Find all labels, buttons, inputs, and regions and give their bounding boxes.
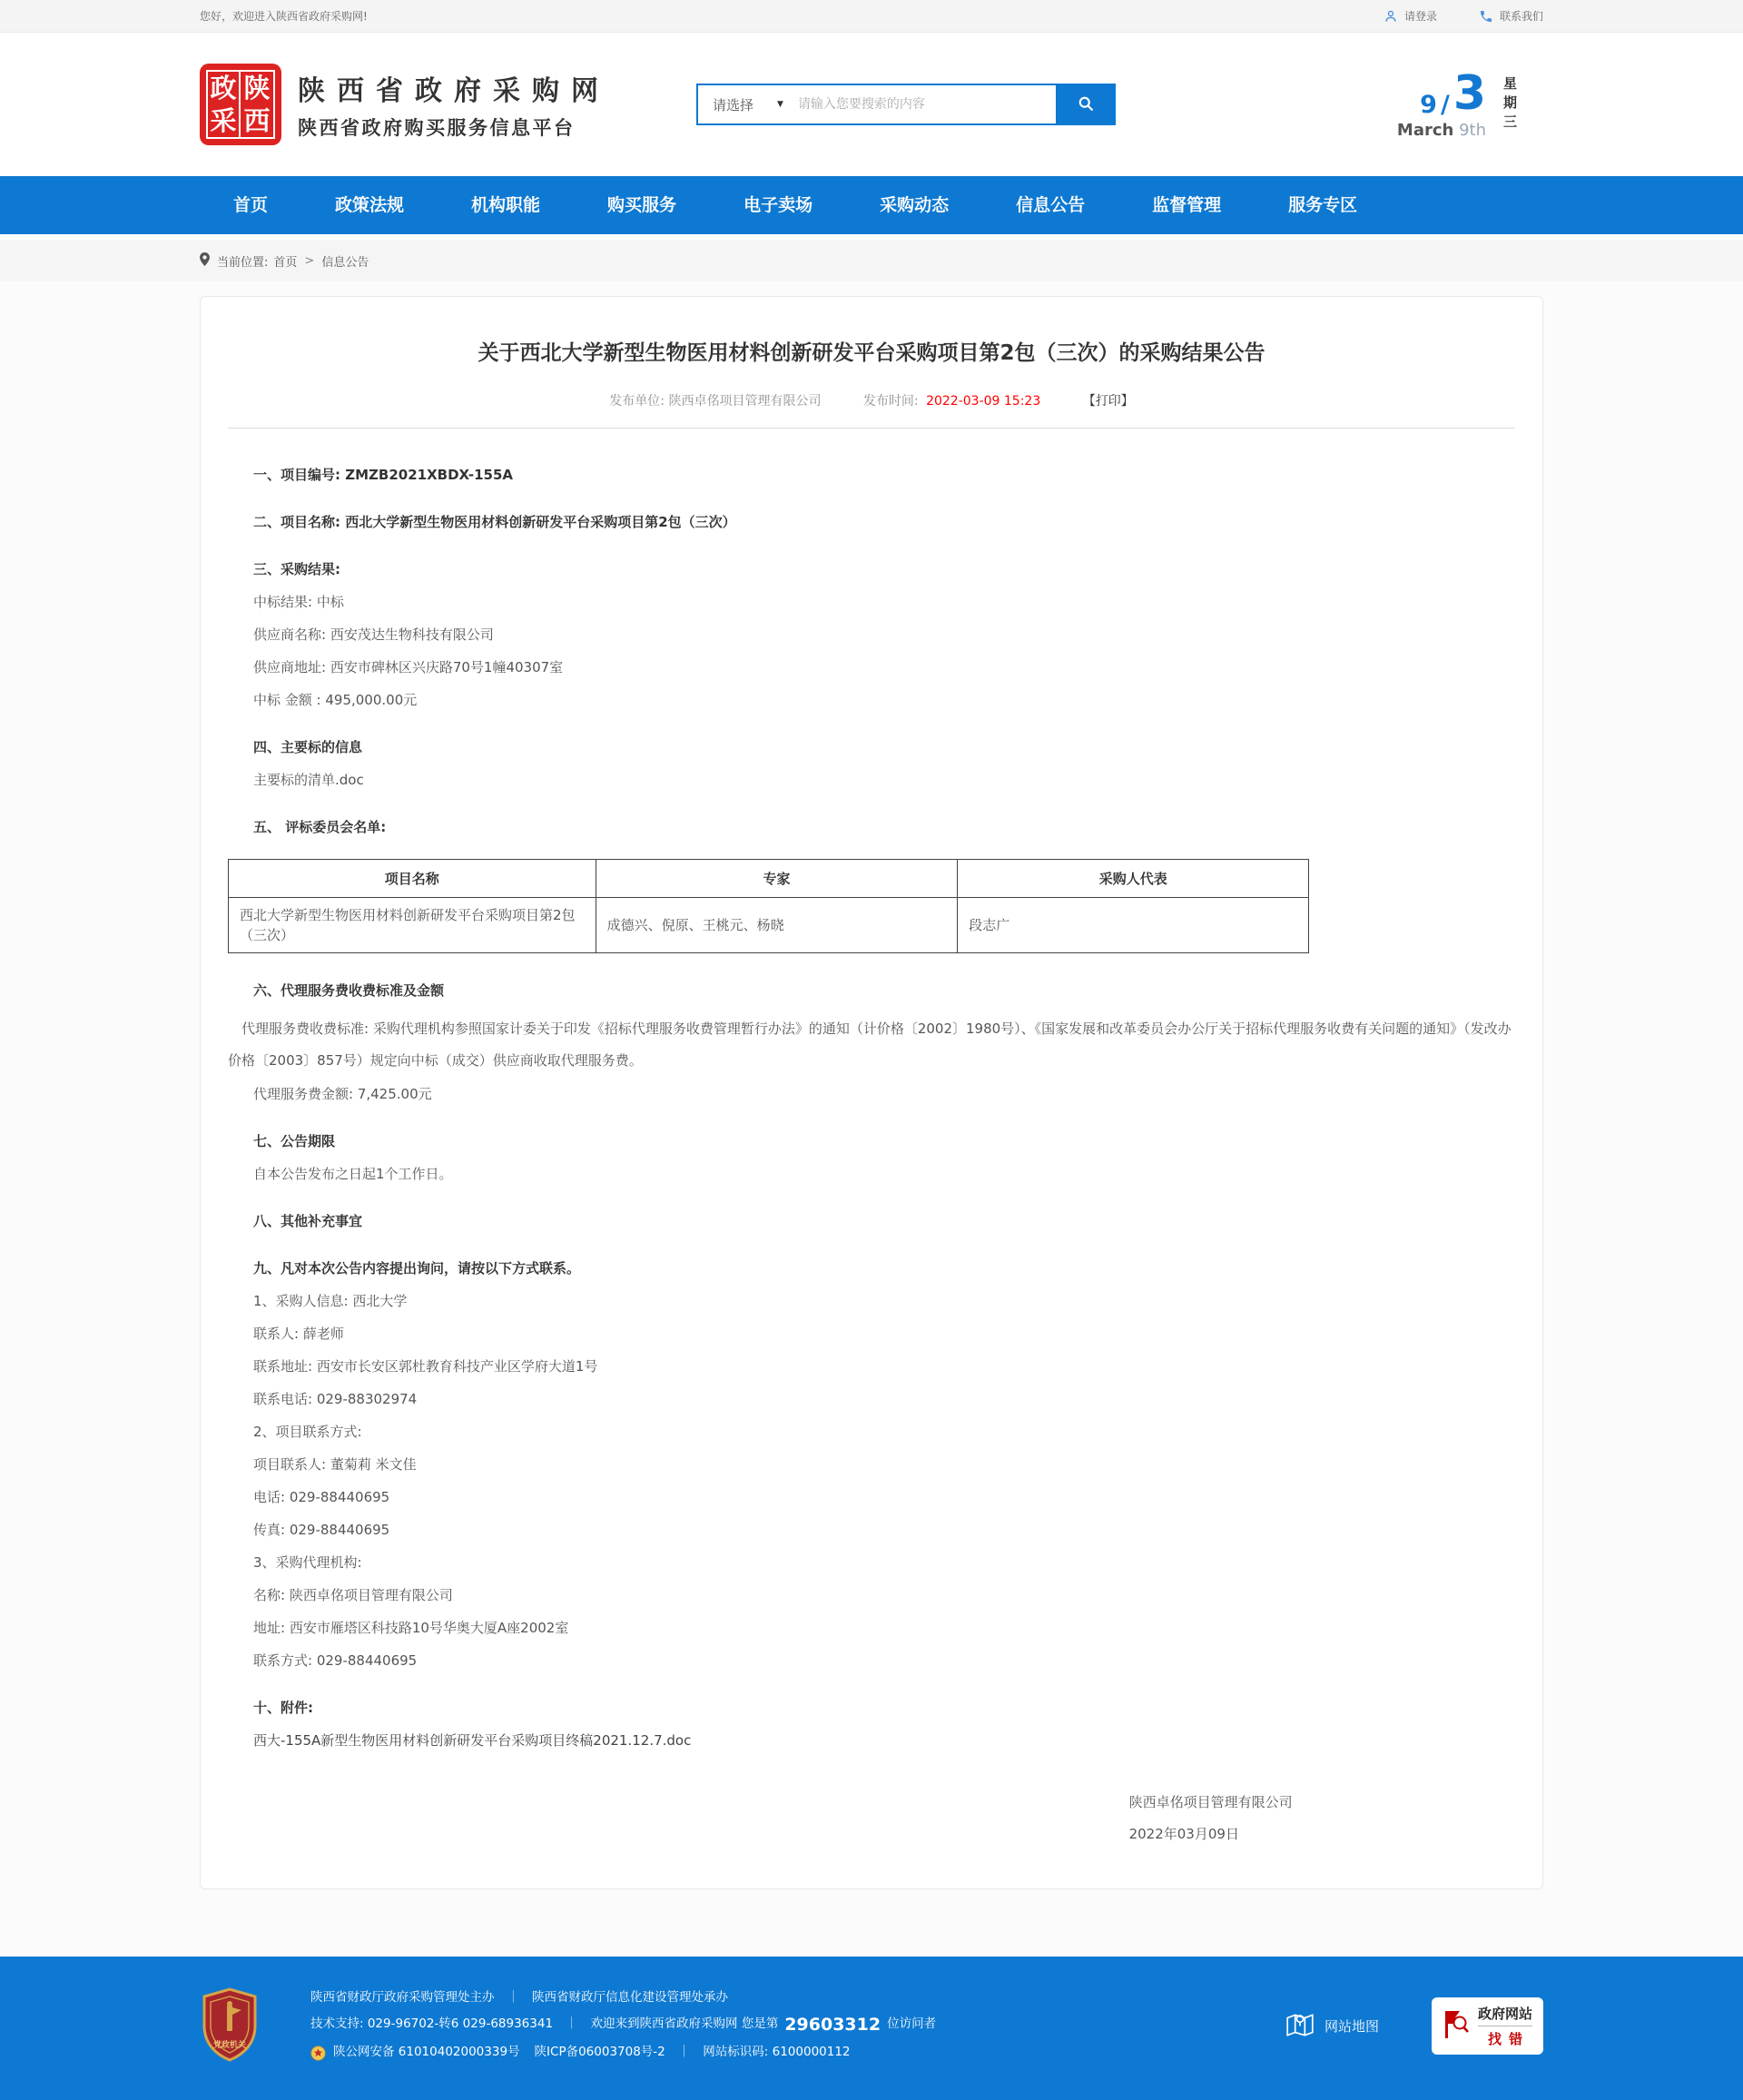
nav-item xyxy=(1255,176,1391,234)
nav-item xyxy=(200,176,301,234)
body-line: 自本公告发布之日起1个工作日。 xyxy=(253,1166,453,1183)
welcome-text: 您好，欢迎进入陕西省政府采购网! xyxy=(200,10,368,23)
body-line: 联系地址: 西安市长安区郭杜教育科技产业区学府大道1号 xyxy=(253,1358,598,1375)
divider xyxy=(228,428,1515,429)
map-icon xyxy=(1285,2009,1315,2044)
site-code-text: 网站标识码: 6100000112 xyxy=(703,2045,851,2060)
error-badge-bottom: 找错 xyxy=(1487,2031,1530,2048)
signature-date: 2022年03月09日 xyxy=(1128,1826,1239,1843)
visitor-text-suffix: 位访问者 xyxy=(887,2016,937,2032)
beian-link[interactable]: 陕公网安备 61010402000339号 xyxy=(333,2045,520,2060)
gov-emblem-icon xyxy=(200,1987,260,2065)
breadcrumb-label: 当前位置: xyxy=(217,255,269,270)
contact-label: 联系我们 xyxy=(1499,10,1543,23)
breadcrumb-separator: > xyxy=(304,253,315,268)
calendar-date-en: March 9th xyxy=(1396,120,1486,140)
site-header xyxy=(0,33,1743,176)
nav-link[interactable]: 首页 xyxy=(233,195,269,215)
search-button[interactable] xyxy=(1056,84,1116,125)
footer xyxy=(0,1957,1743,2100)
body-line: 联系人: 薛老师 xyxy=(253,1326,344,1343)
visitor-count: 29603312 xyxy=(784,2014,881,2035)
footer-org-line xyxy=(310,1992,936,2005)
publish-time: 2022-03-09 15:23 xyxy=(926,394,1041,409)
body-line: 电话: 029-88440695 xyxy=(253,1489,390,1506)
find-error-icon xyxy=(1443,2009,1470,2044)
section-heading: 六、代理服务费收费标准及金额 xyxy=(253,982,445,1000)
breadcrumb-home-link[interactable]: 首页 xyxy=(273,255,298,270)
nav-item xyxy=(846,176,982,234)
body-line: 中标结果: 中标 xyxy=(253,594,344,611)
table-cell: 西北大学新型生物医用材料创新研发平台采购项目第2包（三次） xyxy=(229,898,596,953)
table-cell: 段志广 xyxy=(958,898,1309,953)
announcement-card xyxy=(200,296,1543,1889)
icp-link[interactable]: 陕ICP备06003708号-2 xyxy=(534,2045,665,2060)
nav-link[interactable]: 采购动态 xyxy=(880,195,950,215)
nav-link[interactable]: 信息公告 xyxy=(1016,195,1086,215)
table-cell: 成德兴、倪原、王桃元、杨晓 xyxy=(596,898,958,953)
phone-icon xyxy=(1479,9,1493,24)
body-line: 主要标的清单.doc xyxy=(253,772,364,789)
article-body xyxy=(228,465,1515,1750)
tech-support-text: 技术支持: 029-96702-转6 029-68936341 xyxy=(310,2016,554,2032)
section-heading: 三、采购结果: xyxy=(253,561,340,578)
section-heading: 四、主要标的信息 xyxy=(253,739,363,756)
table-header-cell: 专家 xyxy=(596,860,958,898)
signature-block xyxy=(1129,1792,1310,1844)
visitor-text-prefix: 欢迎来到陕西省政府采购网 您是第 xyxy=(590,2016,779,2032)
search-category-label: 请选择 xyxy=(713,96,754,113)
attachment-line xyxy=(228,1730,1515,1750)
contact-link[interactable] xyxy=(1479,8,1543,24)
section-heading: 九、凡对本次公告内容提出询问，请按以下方式联系。 xyxy=(253,1260,581,1277)
police-badge-icon xyxy=(310,2046,326,2061)
body-line: 中标 金额 : 495,000.00元 xyxy=(253,692,418,709)
nav-link[interactable]: 政策法规 xyxy=(335,195,405,215)
nav-item xyxy=(301,176,438,234)
attachment-link[interactable]: 西大-155A新型生物医用材料创新研发平台采购项目终稿2021.12.7.doc xyxy=(253,1732,692,1750)
search-input[interactable] xyxy=(796,85,1056,123)
body-line: 代理服务费金额: 7,425.00元 xyxy=(253,1086,432,1103)
footer-support-line xyxy=(310,2016,936,2034)
topbar xyxy=(0,0,1743,33)
search-icon xyxy=(1077,94,1095,115)
location-pin-icon xyxy=(200,252,212,270)
body-line: 名称: 陕西卓佲项目管理有限公司 xyxy=(253,1587,453,1604)
body-line: 联系电话: 029-88302974 xyxy=(253,1391,418,1408)
body-line: 1、采购人信息: 西北大学 xyxy=(253,1293,408,1310)
svg-text:党政机关: 党政机关 xyxy=(212,2040,247,2050)
error-report-badge[interactable] xyxy=(1432,1997,1543,2055)
login-label: 请登录 xyxy=(1403,10,1437,23)
site-subtitle: 陕西省政府购买服务信息平台 xyxy=(298,117,576,139)
print-button[interactable]: 【打印】 xyxy=(1082,394,1134,409)
publisher-value: 陕西卓佲项目管理有限公司 xyxy=(668,394,822,409)
footer-separator: ｜ xyxy=(677,2045,691,2060)
sitemap-link[interactable] xyxy=(1285,2009,1379,2044)
nav-link[interactable]: 监督管理 xyxy=(1152,195,1222,215)
footer-separator: ｜ xyxy=(507,1990,519,2006)
sitemap-label: 网站地图 xyxy=(1324,2018,1379,2036)
table-header-cell: 采购人代表 xyxy=(958,860,1309,898)
nav-item xyxy=(574,176,710,234)
body-line: 3、采购代理机构: xyxy=(253,1554,362,1572)
body-line: 传真: 029-88440695 xyxy=(253,1522,390,1539)
weekday-label: 星期三 xyxy=(1502,75,1518,133)
logo-seal-icon: 政 陕 采 西 xyxy=(200,64,281,145)
footer-host-text: 陕西省财政厅政府采购管理处主办 xyxy=(310,1990,495,2006)
nav-item xyxy=(1118,176,1255,234)
section-heading: 五、 评标委员会名单: xyxy=(253,819,387,836)
body-line: 地址: 西安市雁塔区科技路10号华奥大厦A座2002室 xyxy=(253,1620,569,1637)
search-box xyxy=(696,84,1116,125)
body-line: 2、项目联系方式: xyxy=(253,1424,362,1441)
body-line: 代理服务费收费标准: 采购代理机构参照国家计委关于印发《招标代理服务收费管理暂行办法》的通知（计价格〔2002〕1980号）、《国家发展和改革委员会办公厅关于招标代理服务收费有关问题的通知》（发改办价格〔2003〕857号）规定向中标（成交）供应商收取代理服务费。 xyxy=(228,1020,1512,1070)
table-header-cell: 项目名称 xyxy=(229,860,596,898)
nav-item xyxy=(438,176,574,234)
calendar-date: 9 / 3 xyxy=(1420,65,1486,121)
page-title: 关于西北大学新型生物医用材料创新研发平台采购项目第2包（三次）的采购结果公告 xyxy=(478,341,1265,365)
date-widget xyxy=(1396,65,1543,140)
main-nav xyxy=(0,176,1743,234)
error-badge-top: 政府网站 xyxy=(1478,2004,1532,2026)
table-row xyxy=(229,898,1309,953)
section-heading: 一、项目编号: ZMZB2021XBDX-155A xyxy=(253,467,514,484)
breadcrumb xyxy=(0,240,1743,281)
user-icon xyxy=(1384,9,1398,24)
footer-beian-line xyxy=(310,2046,936,2061)
section-heading: 十、附件: xyxy=(253,1700,313,1717)
chevron-down-icon: ▼ xyxy=(777,100,783,109)
site-title: 陕西省政府采购网 xyxy=(298,75,610,107)
nav-item xyxy=(710,176,846,234)
nav-link[interactable]: 购买服务 xyxy=(607,195,677,215)
body-line: 联系方式: 029-88440695 xyxy=(253,1652,418,1670)
body-line: 项目联系人: 董菊莉 米文佳 xyxy=(253,1456,417,1474)
nav-link[interactable]: 机构职能 xyxy=(471,195,541,215)
nav-item xyxy=(982,176,1118,234)
section-heading: 七、公告期限 xyxy=(253,1133,336,1150)
breadcrumb-current[interactable]: 信息公告 xyxy=(321,255,369,270)
nav-link[interactable]: 电子卖场 xyxy=(743,195,813,215)
section-heading: 二、项目名称: 西北大学新型生物医用材料创新研发平台采购项目第2包（三次） xyxy=(253,514,736,531)
table-header-row xyxy=(229,860,1309,898)
search-category-select[interactable] xyxy=(698,95,796,114)
article-meta xyxy=(228,391,1515,409)
committee-table xyxy=(228,859,1309,953)
nav-link[interactable]: 服务专区 xyxy=(1288,195,1358,215)
body-line: 供应商地址: 西安市碑林区兴庆路70号1幢40307室 xyxy=(253,659,564,676)
main-content xyxy=(0,281,1743,1957)
footer-separator: ｜ xyxy=(566,2016,578,2032)
site-logo[interactable] xyxy=(200,64,610,145)
section-heading: 八、其他补充事宜 xyxy=(253,1213,363,1230)
publisher-label: 发布单位: xyxy=(609,394,669,409)
signature-company: 陕西卓佲项目管理有限公司 xyxy=(1128,1794,1293,1811)
publish-time-label: 发布时间: xyxy=(862,394,923,409)
body-line: 供应商名称: 西安茂达生物科技有限公司 xyxy=(253,626,494,644)
login-link[interactable] xyxy=(1384,8,1437,24)
footer-undertake-text: 陕西省财政厅信息化建设管理处承办 xyxy=(532,1990,728,2006)
